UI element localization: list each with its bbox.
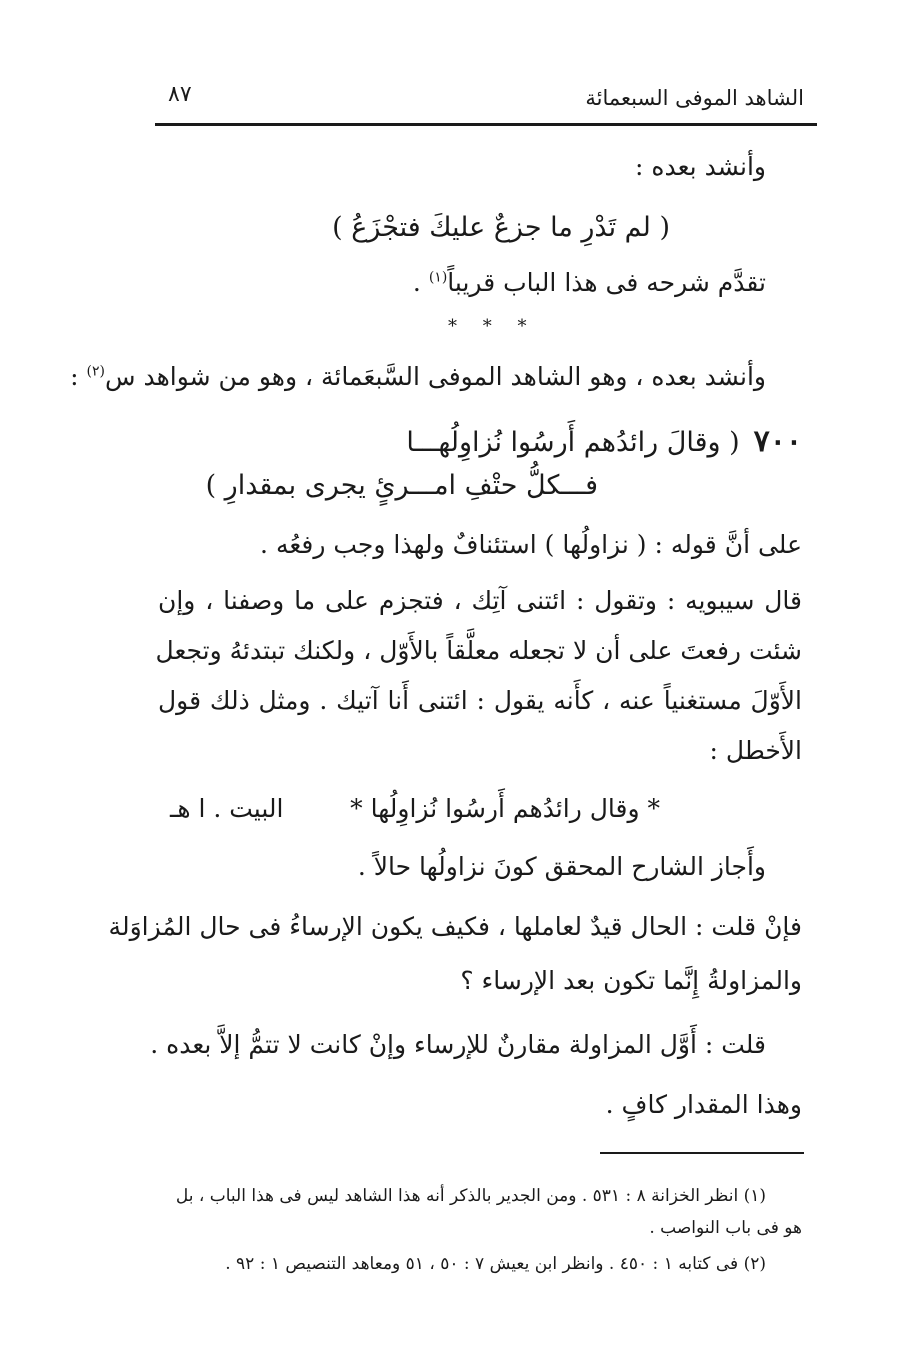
text-line-2	[413, 268, 766, 298]
text-line-11: والمزاولةُ إِنَّما تكون بعد الإرساء ؟	[460, 966, 802, 995]
text-line-3-body: وأنشد بعده ، وهو الشاهد الموفى السَّبعَمائة ، وهو من شواهد س	[105, 362, 766, 391]
footnote-1: (١) انظر الخزانة ٨ : ٥٣١ . ومن الجدير بالذكر أنه هذا الشاهد ليس فى هذا الباب ، بل	[175, 1186, 766, 1206]
footnote-2: (٢) فى كتابه ١ : ٤٥٠ . وانظر ابن يعيش ٧ : ٥٠ ، ٥١ ومعاهد التنصيص ١ : ٩٢ .	[225, 1254, 766, 1274]
verse-line-3: فـــكلُّ حتْفِ امـــرئٍ يجرى بمقدارِ )	[205, 470, 598, 501]
footnote-ref-2: (٢)	[86, 363, 105, 380]
text-line-3-end: :	[70, 362, 87, 391]
verse-quote: * وقال رائدُهم أَرسُوا نُزاوِلُها *	[350, 794, 660, 823]
verse-number: ٧٠٠	[753, 424, 802, 459]
text-line-9: وأَجاز الشارح المحقق كونَ نزاولُها حالاً .	[357, 852, 766, 881]
verse-line-2-text: ( وقالَ رائدُهم أَرسُوا نُزاوِلُهـــا	[406, 427, 740, 458]
verse-line-2	[406, 424, 802, 460]
header-rule	[155, 123, 817, 126]
text-line-12: قلت : أَوَّل المزاولة مقارنٌ للإرساء وإنْ كانت لا تتمُّ إلاَّ بعده .	[150, 1030, 766, 1059]
text-line-3	[70, 362, 766, 392]
footnote-ref-1: (١)	[428, 269, 448, 286]
section-separator: * * *	[448, 316, 537, 337]
text-line-5: قال سيبويه : وتقول : ائتنى آتِك ، فتجزم على ما وصفنا ، وإن	[158, 586, 802, 615]
text-line-1: وأنشد بعده :	[635, 152, 766, 181]
text-line-8: الأَخطل :	[709, 736, 802, 765]
text-line-10: فإنْ قلت : الحال قيدٌ لعاملها ، فكيف يكون الإرساءُ فى حال المُزاوَلة	[108, 912, 802, 941]
verse-line-1: ( لم تَدْرِ ما جزعٌ عليكَ فتجْزَعُ )	[332, 212, 670, 243]
footnote-1-continued: هو فى باب النواصب .	[649, 1218, 802, 1238]
text-line-4: على أنَّ قوله : ( نزاولُها ) استئنافٌ ولهذا وجب رفعُه .	[260, 530, 802, 559]
text-line-2-body: تقدَّم شرحه فى هذا الباب قريباً	[447, 268, 766, 297]
text-line-2-end: .	[412, 268, 429, 297]
footnote-rule	[600, 1152, 804, 1154]
page-number: ٨٧	[168, 82, 192, 107]
verse-quote-tail: البيت . ا هـ	[170, 794, 284, 823]
text-line-13: وهذا المقدار كافٍ .	[605, 1090, 802, 1119]
text-line-6: شئت رفعتَ على أن لا تجعله معلَّقاً بالأَوّل ، ولكنك تبتدئهُ وتجعل	[155, 636, 802, 665]
text-line-7: الأَوّلَ مستغنياً عنه ، كأَنه يقول : ائتنى أَنا آتيك . ومثل ذلك قول	[158, 686, 802, 715]
running-header-title: الشاهد الموفى السبعمائة	[585, 86, 804, 110]
